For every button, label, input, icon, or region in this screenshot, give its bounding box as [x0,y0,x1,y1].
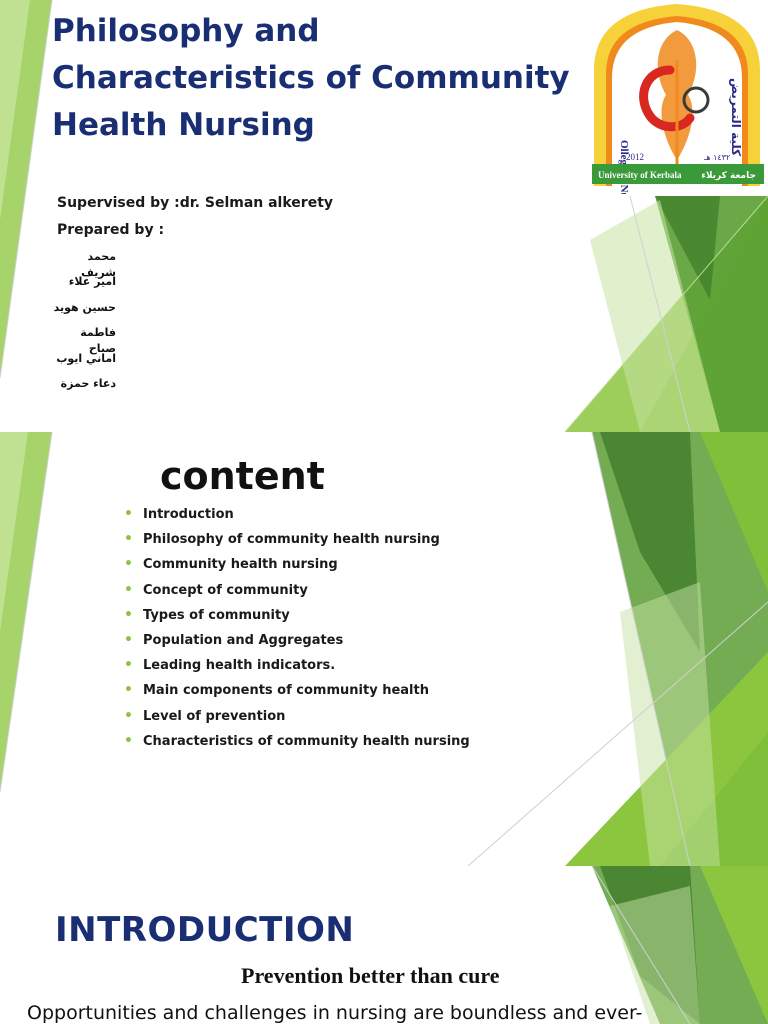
list-item: • Population and Aggregates [124,631,344,648]
author-name: امير علاء [68,275,116,289]
list-item: • Concept of community [124,581,308,598]
bullet-icon: • [124,707,133,724]
contents-title: content [160,454,325,498]
title-slide [0,0,768,432]
logo-year-left: 2012 [626,152,644,162]
motto-text: Prevention better than cure [241,963,500,988]
list-item: • Types of community [124,606,290,623]
body-text: Opportunities and challenges in nursing are boundless and ever- [27,1002,643,1024]
list-item: • Main components of community health [124,682,429,699]
list-item: • Level of prevention [124,707,286,724]
presentation-title: Philosophy and Characteristics of Community Health Nursing [52,13,570,143]
bullet-icon: • [124,732,133,749]
bullet-icon: • [124,657,133,674]
bullet-icon: • [124,682,133,699]
list-item: • Community health nursing [124,556,338,573]
list-item: • Introduction [124,506,234,522]
author-name: اماني ايوب [56,351,116,365]
introduction-slide [0,866,768,1024]
contents-slide [0,432,768,866]
bullet-icon: • [124,606,133,623]
author-name: فاطمة صباح [80,326,116,356]
bullet-icon: • [124,581,133,598]
list-item: • Leading health indicators. [124,657,336,674]
logo-university-ar: جامعة كربلاء [701,171,756,181]
author-name: محمد شريف [81,250,116,279]
author-list [50,249,116,401]
logo-text-right: كلية التمريض [729,78,743,157]
prepared-by-label: Prepared by : [57,222,165,238]
bullet-icon: • [124,531,133,548]
list-item: • Philosophy of community health nursing [124,531,440,548]
bullet-icon: • [124,556,133,573]
logo-university-en: University of Kerbala [598,170,682,180]
list-item: • Characteristics of community health nursing [124,732,470,749]
bullet-icon: • [124,506,133,522]
logo-year-right: ١٤٣٢ هـ [704,153,731,162]
table-of-contents [124,505,470,757]
supervisor-line: Supervised by :dr. Selman alkerety [57,195,334,211]
author-name: حسين هويد [53,300,116,314]
introduction-title: INTRODUCTION [55,910,355,950]
author-name: دعاء حمزة [60,376,116,390]
bullet-icon: • [124,631,133,648]
college-of-nursing-logo [586,0,768,194]
